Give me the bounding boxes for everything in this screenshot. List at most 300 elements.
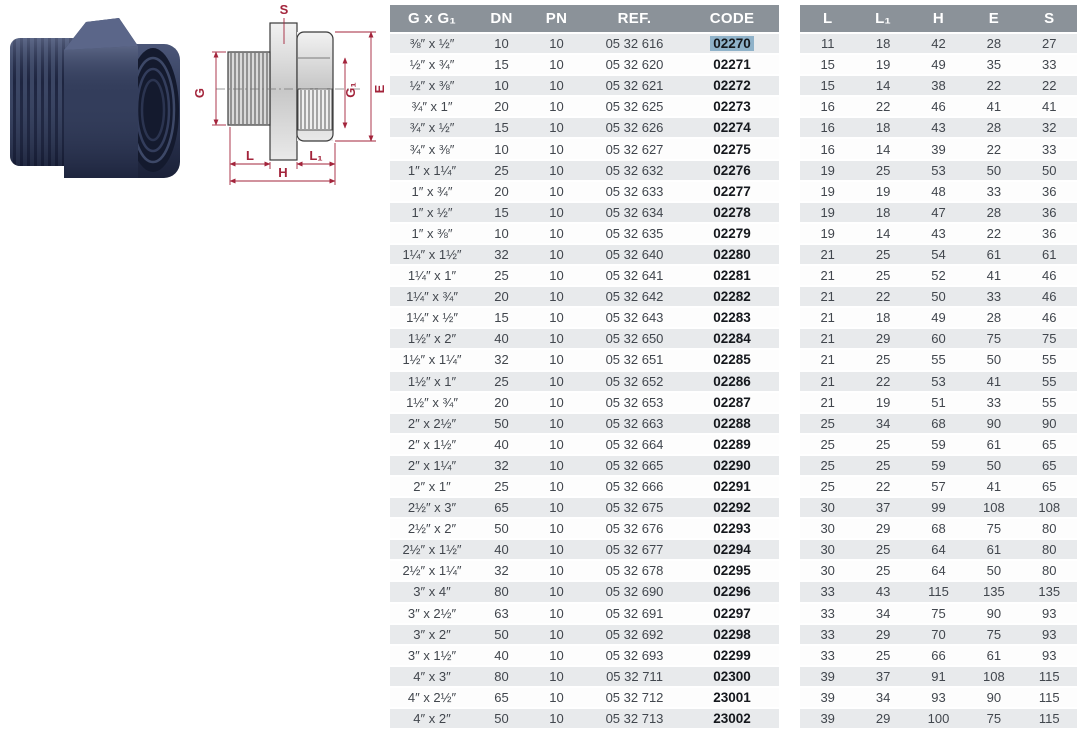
table-row [390, 434, 779, 455]
table-cell: 49 [911, 54, 966, 75]
table-row [800, 328, 1077, 349]
table-cell: 61 [1022, 244, 1077, 265]
specs-table [390, 5, 779, 730]
table-cell: 10 [529, 244, 584, 265]
table-cell: 48 [911, 181, 966, 202]
table-row [390, 624, 779, 645]
table-cell: 64 [911, 539, 966, 560]
table-cell: 02274 [685, 117, 779, 138]
table-cell: 70 [911, 624, 966, 645]
table-cell: 10 [529, 54, 584, 75]
table-cell: 10 [529, 138, 584, 159]
table-cell: 25 [474, 160, 529, 181]
table-cell: 55 [911, 349, 966, 370]
table-cell: 15 [474, 117, 529, 138]
table-cell: 25 [800, 476, 855, 497]
table-cell: 90 [966, 687, 1021, 708]
table-cell: 22 [855, 371, 910, 392]
table-cell: 02281 [685, 265, 779, 286]
table-cell: 25 [855, 244, 910, 265]
table-cell: 35 [966, 54, 1021, 75]
table-cell: 05 32 665 [584, 455, 685, 476]
table-cell: ½″ x ¾″ [390, 54, 474, 75]
table-cell: 02297 [685, 603, 779, 624]
table-cell: 33 [1022, 54, 1077, 75]
table-cell: 02291 [685, 476, 779, 497]
table-cell: 02299 [685, 645, 779, 666]
table-cell: 10 [529, 223, 584, 244]
table-cell: 02286 [685, 371, 779, 392]
table-cell: 02282 [685, 286, 779, 307]
table-cell: 19 [855, 392, 910, 413]
table-cell: 34 [855, 413, 910, 434]
table-row [800, 434, 1077, 455]
table-cell: 22 [855, 476, 910, 497]
table-cell: 10 [529, 307, 584, 328]
table-row [800, 603, 1077, 624]
table-cell: 10 [529, 202, 584, 223]
table-cell: 52 [911, 265, 966, 286]
table-cell: 1½″ x 1″ [390, 371, 474, 392]
table-cell: 25 [855, 455, 910, 476]
table-cell: 02298 [685, 624, 779, 645]
table-cell: 75 [911, 603, 966, 624]
table-cell: 34 [855, 687, 910, 708]
table-cell: 25 [800, 455, 855, 476]
table-cell: 02278 [685, 202, 779, 223]
table-row [390, 392, 779, 413]
table-cell: 10 [529, 687, 584, 708]
table-cell: 02277 [685, 181, 779, 202]
table-cell: 21 [800, 307, 855, 328]
pipe-fitting-image [6, 6, 184, 184]
table-cell: 10 [529, 708, 584, 729]
table-cell: 1″ x ½″ [390, 202, 474, 223]
table-cell: 61 [966, 244, 1021, 265]
column-header: L₁ [855, 5, 910, 33]
table-cell: 05 32 642 [584, 286, 685, 307]
dimensions-table [800, 5, 1077, 730]
table-cell: 3″ x 4″ [390, 581, 474, 602]
table-cell: 33 [800, 645, 855, 666]
table-cell: 65 [1022, 476, 1077, 497]
table-cell: 05 32 621 [584, 75, 685, 96]
table-cell: 46 [1022, 307, 1077, 328]
table-cell: 18 [855, 33, 910, 54]
table-cell: 90 [1022, 413, 1077, 434]
table-cell: 10 [529, 392, 584, 413]
table-cell: 21 [800, 265, 855, 286]
table-cell: 1¼″ x ½″ [390, 307, 474, 328]
table-cell: 50 [966, 455, 1021, 476]
table-cell: 21 [800, 328, 855, 349]
table-cell: 108 [966, 666, 1021, 687]
column-header: CODE [685, 5, 779, 33]
table-cell: 39 [800, 666, 855, 687]
table-cell: 115 [1022, 687, 1077, 708]
table-cell: 10 [474, 138, 529, 159]
header-row [800, 5, 1077, 33]
table-row [390, 223, 779, 244]
table-cell: 75 [966, 518, 1021, 539]
column-header: REF. [584, 5, 685, 33]
table-cell: 50 [911, 286, 966, 307]
table-cell: 23001 [685, 687, 779, 708]
table-cell: 93 [1022, 624, 1077, 645]
table-row [800, 624, 1077, 645]
table-cell: 14 [855, 223, 910, 244]
table-cell: 02287 [685, 392, 779, 413]
table-cell: 05 32 664 [584, 434, 685, 455]
table-cell: 61 [966, 539, 1021, 560]
table-cell: 10 [529, 560, 584, 581]
table-cell: 05 32 652 [584, 371, 685, 392]
table-row [800, 33, 1077, 54]
table-row [800, 455, 1077, 476]
table-cell: 75 [1022, 328, 1077, 349]
table-cell: 30 [800, 539, 855, 560]
table-cell: 10 [529, 328, 584, 349]
table-cell: 42 [911, 33, 966, 54]
table-cell: 10 [529, 413, 584, 434]
table-cell: 80 [474, 666, 529, 687]
table-cell: 21 [800, 371, 855, 392]
table-cell: 10 [529, 434, 584, 455]
table-cell: 10 [529, 349, 584, 370]
table-row [390, 75, 779, 96]
table-cell: 05 32 666 [584, 476, 685, 497]
header-row [390, 5, 779, 33]
table-cell: 20 [474, 286, 529, 307]
table-cell: 32 [474, 455, 529, 476]
table-cell: 22 [966, 138, 1021, 159]
table-row [390, 371, 779, 392]
table-cell: 02280 [685, 244, 779, 265]
male-thread-section [228, 52, 270, 125]
table-cell: 75 [966, 708, 1021, 729]
table-cell: 05 32 620 [584, 54, 685, 75]
table-cell: 2½″ x 1¼″ [390, 560, 474, 581]
table-row [390, 244, 779, 265]
table-cell: 14 [855, 75, 910, 96]
table-cell: 93 [1022, 603, 1077, 624]
table-cell: 63 [474, 603, 529, 624]
table-cell: 41 [966, 476, 1021, 497]
table-cell: 135 [1022, 581, 1077, 602]
table-cell: 53 [911, 371, 966, 392]
table-cell: 19 [800, 181, 855, 202]
table-cell: 30 [800, 497, 855, 518]
table-cell: 10 [474, 223, 529, 244]
table-cell: 34 [855, 603, 910, 624]
table-row [800, 265, 1077, 286]
table-cell: 05 32 677 [584, 539, 685, 560]
table-cell: 39 [911, 138, 966, 159]
table-cell: 02283 [685, 307, 779, 328]
table-cell: 37 [855, 497, 910, 518]
table-row [390, 603, 779, 624]
table-cell: 2½″ x 3″ [390, 497, 474, 518]
table-cell: 32 [474, 244, 529, 265]
table-row [390, 518, 779, 539]
table-cell: 55 [1022, 392, 1077, 413]
table-cell: 40 [474, 434, 529, 455]
table-cell: 39 [800, 708, 855, 729]
table-cell: 19 [800, 202, 855, 223]
table-cell: 33 [1022, 138, 1077, 159]
table-cell: 50 [966, 349, 1021, 370]
table-cell: 1¼″ x 1½″ [390, 244, 474, 265]
table-cell: 25 [855, 645, 910, 666]
table-cell: 16 [800, 117, 855, 138]
table-row [390, 138, 779, 159]
table-cell: 40 [474, 645, 529, 666]
table-cell: 10 [529, 265, 584, 286]
table-row [390, 202, 779, 223]
table-cell: 61 [966, 645, 1021, 666]
table-cell: 21 [800, 349, 855, 370]
column-header: PN [529, 5, 584, 33]
table-row [390, 455, 779, 476]
table-cell: 28 [966, 33, 1021, 54]
table-cell: 05 32 641 [584, 265, 685, 286]
table-cell: 41 [1022, 96, 1077, 117]
table-cell: 115 [911, 581, 966, 602]
table-cell: 05 32 693 [584, 645, 685, 666]
table-cell: 37 [855, 666, 910, 687]
table-cell: 40 [474, 328, 529, 349]
table-cell: 2″ x 1¼″ [390, 455, 474, 476]
table-cell: 05 32 690 [584, 581, 685, 602]
table-cell: 4″ x 2″ [390, 708, 474, 729]
table-row [800, 96, 1077, 117]
table-row [390, 96, 779, 117]
table-cell: 2½″ x 1½″ [390, 539, 474, 560]
table-cell: 3″ x 2″ [390, 624, 474, 645]
table-cell: 02279 [685, 223, 779, 244]
table-cell: 02288 [685, 413, 779, 434]
table-row [390, 286, 779, 307]
table-cell: 36 [1022, 202, 1077, 223]
table-cell: 51 [911, 392, 966, 413]
table-row [800, 223, 1077, 244]
table-cell: 33 [800, 624, 855, 645]
table-cell: 59 [911, 455, 966, 476]
table-cell: 36 [1022, 223, 1077, 244]
table-cell: 68 [911, 518, 966, 539]
dim-label-l1: L₁ [309, 148, 323, 163]
table-row [800, 54, 1077, 75]
table-cell: 23002 [685, 708, 779, 729]
table-cell: 28 [966, 117, 1021, 138]
dim-label-g1: G₁ [343, 82, 358, 98]
table-row [390, 666, 779, 687]
table-cell: 02272 [685, 75, 779, 96]
table-row [390, 181, 779, 202]
table-cell: 15 [800, 54, 855, 75]
table-cell: 68 [911, 413, 966, 434]
table-cell: 36 [1022, 181, 1077, 202]
table-cell: 33 [966, 392, 1021, 413]
table-cell: 91 [911, 666, 966, 687]
table-cell: 18 [855, 117, 910, 138]
table-row [800, 392, 1077, 413]
table-cell: 05 32 713 [584, 708, 685, 729]
dim-label-h: H [278, 165, 288, 180]
table-row [800, 371, 1077, 392]
table-cell: 02296 [685, 581, 779, 602]
table-cell: 80 [1022, 518, 1077, 539]
table-cell: 115 [1022, 708, 1077, 729]
table-cell: 02294 [685, 539, 779, 560]
table-cell: 05 32 691 [584, 603, 685, 624]
table-cell: 50 [474, 413, 529, 434]
table-cell: 4″ x 2½″ [390, 687, 474, 708]
table-cell: 02295 [685, 560, 779, 581]
table-row [800, 138, 1077, 159]
table-cell: 2″ x 1″ [390, 476, 474, 497]
table-cell: 15 [800, 75, 855, 96]
table-row [800, 349, 1077, 370]
table-cell: 10 [529, 371, 584, 392]
table-cell: 25 [800, 434, 855, 455]
table-row [800, 687, 1077, 708]
table-cell: 02271 [685, 54, 779, 75]
table-cell: 90 [966, 603, 1021, 624]
table-cell: 33 [800, 603, 855, 624]
table-row [800, 160, 1077, 181]
table-cell: 10 [529, 518, 584, 539]
table-row [390, 328, 779, 349]
column-header: G x G₁ [390, 5, 474, 33]
table-cell: 80 [1022, 539, 1077, 560]
table-cell: 02273 [685, 96, 779, 117]
table-row [390, 476, 779, 497]
table-cell: 46 [1022, 265, 1077, 286]
table-row [390, 687, 779, 708]
table-cell: 115 [1022, 666, 1077, 687]
table-cell: 3″ x 2½″ [390, 603, 474, 624]
table-row [800, 117, 1077, 138]
column-header: L [800, 5, 855, 33]
table-cell: 19 [855, 181, 910, 202]
table-cell: 10 [474, 33, 529, 54]
table-cell: 32 [1022, 117, 1077, 138]
table-cell: 50 [474, 624, 529, 645]
dim-label-e: E [372, 84, 387, 94]
table-cell: 20 [474, 392, 529, 413]
table-cell: 05 32 640 [584, 244, 685, 265]
table-cell: 32 [474, 560, 529, 581]
table-cell: 15 [474, 307, 529, 328]
highlighted-code: 02270 [710, 36, 754, 51]
table-cell: 10 [529, 645, 584, 666]
table-cell: 25 [855, 160, 910, 181]
table-cell: 1½″ x 1¼″ [390, 349, 474, 370]
table-cell: 47 [911, 202, 966, 223]
table-cell: 100 [911, 708, 966, 729]
table-cell: 10 [529, 539, 584, 560]
table-cell: 50 [966, 560, 1021, 581]
table-cell: 75 [966, 328, 1021, 349]
table-cell: 02290 [685, 455, 779, 476]
table-cell: 10 [529, 476, 584, 497]
table-row [800, 581, 1077, 602]
table-cell: 05 32 625 [584, 96, 685, 117]
table-cell: 21 [800, 286, 855, 307]
table-cell: 10 [529, 96, 584, 117]
table-cell: 1″ x 1¼″ [390, 160, 474, 181]
table-cell: 10 [529, 581, 584, 602]
table-row [800, 307, 1077, 328]
table-cell: 19 [855, 54, 910, 75]
table-cell: 33 [966, 286, 1021, 307]
table-row [390, 539, 779, 560]
product-photo [6, 6, 184, 184]
table-cell: 10 [529, 666, 584, 687]
table-cell: ¾″ x ⅜″ [390, 138, 474, 159]
table-row [800, 75, 1077, 96]
table-cell: 02293 [685, 518, 779, 539]
table-cell: 80 [474, 581, 529, 602]
table-cell: 25 [800, 413, 855, 434]
table-cell: 55 [1022, 371, 1077, 392]
table-cell: 33 [800, 581, 855, 602]
table-cell: 05 32 675 [584, 497, 685, 518]
column-header: S [1022, 5, 1077, 33]
table-cell: 55 [1022, 349, 1077, 370]
table-cell: 108 [1022, 497, 1077, 518]
table-cell: 02275 [685, 138, 779, 159]
table-cell: 108 [966, 497, 1021, 518]
table-cell: 25 [855, 560, 910, 581]
table-cell: 19 [800, 160, 855, 181]
table-cell: 46 [911, 96, 966, 117]
table-cell: 19 [800, 223, 855, 244]
table-row [800, 539, 1077, 560]
table-cell [685, 33, 779, 54]
table-cell: 11 [800, 33, 855, 54]
table-row [390, 265, 779, 286]
table-row [800, 181, 1077, 202]
table-cell: 10 [529, 160, 584, 181]
table-cell: 05 32 634 [584, 202, 685, 223]
table-row [390, 560, 779, 581]
hex-section [270, 23, 297, 160]
table-cell: 38 [911, 75, 966, 96]
table-cell: 90 [966, 413, 1021, 434]
table-cell: 29 [855, 328, 910, 349]
table-row [390, 160, 779, 181]
table-cell: 93 [1022, 645, 1077, 666]
table-row [800, 244, 1077, 265]
table-cell: 30 [800, 518, 855, 539]
table-cell: 22 [855, 96, 910, 117]
table-cell: 25 [855, 349, 910, 370]
table-cell: 18 [855, 307, 910, 328]
table-cell: 41 [966, 371, 1021, 392]
table-cell: 2″ x 2½″ [390, 413, 474, 434]
table-cell: 05 32 651 [584, 349, 685, 370]
table-cell: 22 [855, 286, 910, 307]
table-cell: 28 [966, 202, 1021, 223]
table-cell: 05 32 643 [584, 307, 685, 328]
table-row [800, 476, 1077, 497]
table-cell: 05 32 626 [584, 117, 685, 138]
table-row [800, 708, 1077, 729]
table-cell: 18 [855, 202, 910, 223]
table-cell: 15 [474, 202, 529, 223]
